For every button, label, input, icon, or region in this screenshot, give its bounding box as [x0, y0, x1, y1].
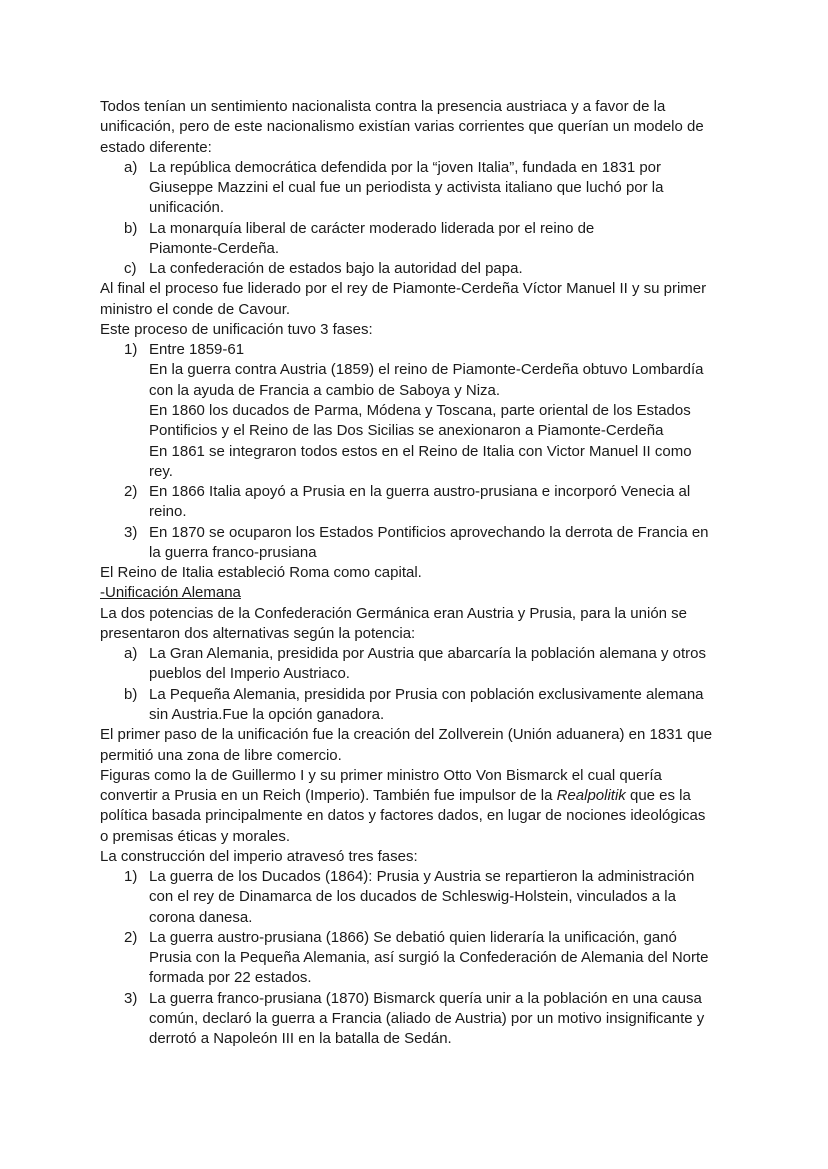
line-text: Este proceso de unificación tuvo 3 fases:: [100, 320, 373, 338]
line-text: Al final el proceso fue liderado por el rey de Piamonte-Cerdeña Víctor Manuel II y su primer: [100, 280, 707, 298]
section-heading: [100, 583, 740, 603]
line-text: presentaron dos alternativas según la potencia:: [100, 624, 416, 642]
text-line: [100, 847, 740, 867]
list-item-line: [100, 644, 740, 664]
list-item-line: [100, 482, 740, 502]
text-line: [100, 138, 740, 158]
text-line: [100, 1009, 740, 1029]
line-text: El Reino de Italia estableció Roma como capital.: [100, 564, 422, 582]
line-text: estado diferente:: [100, 138, 212, 156]
line-text: formada por 22 estados.: [149, 969, 312, 987]
line-text: El primer paso de la unificación fue la creación del Zollverein (Unión aduanera) en 1831 que: [100, 726, 713, 744]
text-line: [100, 948, 740, 968]
text-line: [100, 806, 740, 826]
line-text: Entre 1859-61: [149, 341, 245, 359]
text-line: [100, 198, 740, 218]
list-marker: a): [124, 645, 138, 663]
document-body: [100, 97, 740, 1049]
list-marker: c): [124, 260, 137, 278]
line-text: En 1860 los ducados de Parma, Módena y Toscana, parte oriental de los Estados: [149, 401, 691, 419]
text-line: [100, 887, 740, 907]
text-line: [100, 239, 740, 259]
line-text: En 1861 se integraron todos estos en el Reino de Italia con Victor Manuel II como: [149, 442, 692, 460]
line-text: Piamonte-Cerdeña.: [149, 239, 280, 257]
list-item-line: [100, 928, 740, 948]
text-line: [100, 421, 740, 441]
list-item-line: [100, 867, 740, 887]
list-marker: 1): [124, 341, 138, 359]
line-text: ministro el conde de Cavour.: [100, 300, 291, 318]
line-text: La guerra austro-prusiana (1866) Se debatió quien lideraría la unificación, ganó: [149, 928, 677, 946]
text-line: [100, 827, 740, 847]
list-item-line: [100, 158, 740, 178]
text-line: [100, 442, 740, 462]
list-item-line: [100, 219, 740, 239]
italic-term: Realpolitik: [556, 787, 626, 805]
text-line: [100, 97, 740, 117]
text-line: [100, 300, 740, 320]
line-text: Pontificios y el Reino de las Dos Sicilias se anexionaron a Piamonte-Cerdeña: [149, 422, 664, 440]
text-line: [100, 117, 740, 137]
line-text: derrotó a Napoleón III en la batalla de Sedán.: [149, 1030, 452, 1048]
text-line: [100, 381, 740, 401]
text-line: [100, 746, 740, 766]
line-text: pueblos del Imperio Austriaco.: [149, 665, 350, 683]
line-text: convertir a Prusia en un Reich (Imperio). También fue impulsor de la: [100, 787, 557, 805]
line-text: rey.: [149, 462, 173, 480]
list-item-line: [100, 259, 740, 279]
line-text: con la ayuda de Francia a cambio de Saboya y Niza.: [149, 381, 501, 399]
line-text: La dos potencias de la Confederación Germánica eran Austria y Prusia, para la unión se: [100, 604, 688, 622]
list-item-line: [100, 523, 740, 543]
line-text: La república democrática defendida por la “joven Italia”, fundada en 1831 por: [149, 158, 662, 176]
line-text: que es la: [625, 787, 691, 805]
text-line: [100, 604, 740, 624]
list-marker: 3): [124, 523, 138, 541]
list-marker: b): [124, 685, 138, 703]
text-line: [100, 360, 740, 380]
list-item-line: [100, 989, 740, 1009]
line-text: La Gran Alemania, presidida por Austria que abarcaría la población alemana y otros: [149, 645, 706, 663]
text-line: [100, 725, 740, 745]
line-text: reino.: [149, 503, 187, 521]
line-text: unificación, pero de este nacionalismo existían varias corrientes que querían un modelo de: [100, 118, 704, 136]
text-line: [100, 401, 740, 421]
line-text: unificación.: [149, 199, 225, 217]
line-text: política basada principalmente en datos y factores dados, en lugar de nociones ideológicas: [100, 807, 706, 825]
text-line: [100, 786, 740, 806]
text-line: [100, 766, 740, 786]
text-line: [100, 279, 740, 299]
text-line: [100, 502, 740, 522]
text-line: [100, 705, 740, 725]
list-item-line: [100, 685, 740, 705]
line-text: Giuseppe Mazzini el cual fue un periodista y activista italiano que luchó por la: [149, 179, 664, 197]
line-text: permitió una zona de libre comercio.: [100, 746, 342, 764]
text-line: [100, 968, 740, 988]
line-text: La Pequeña Alemania, presidida por Prusia con población exclusivamente alemana: [149, 685, 704, 703]
line-text: La guerra de los Ducados (1864): Prusia y Austria se repartieron la administración: [149, 868, 695, 886]
list-marker: b): [124, 219, 138, 237]
line-text: Figuras como la de Guillermo I y su primer ministro Otto Von Bismarck el cual quería: [100, 766, 662, 784]
line-text: En 1866 Italia apoyó a Prusia en la guerra austro-prusiana e incorporó Venecia al: [149, 483, 691, 501]
text-line: [100, 543, 740, 563]
text-line: [100, 178, 740, 198]
list-marker: a): [124, 158, 138, 176]
line-text: La construcción del imperio atravesó tres fases:: [100, 847, 418, 865]
list-marker: 2): [124, 483, 138, 501]
line-text: con el rey de Dinamarca de los ducados de Schleswig-Holstein, vinculados a la: [149, 888, 676, 906]
line-text: común, declaró la guerra a Francia (aliado de Austria) por un motivo insignificante y: [149, 1009, 705, 1027]
list-marker: 2): [124, 928, 138, 946]
line-text: la guerra franco-prusiana: [149, 543, 317, 561]
text-line: [100, 1029, 740, 1049]
line-text: corona danesa.: [149, 908, 253, 926]
line-text: En la guerra contra Austria (1859) el reino de Piamonte-Cerdeña obtuvo Lombardía: [149, 361, 704, 379]
line-text: Todos tenían un sentimiento nacionalista contra la presencia austriaca y a favor de la: [100, 98, 666, 115]
text-line: [100, 320, 740, 340]
text-line: [100, 563, 740, 583]
text-line: [100, 908, 740, 928]
line-text: La monarquía liberal de carácter moderado liderada por el reino de: [149, 219, 595, 237]
line-text: En 1870 se ocuparon los Estados Pontificios aprovechando la derrota de Francia en: [149, 523, 709, 541]
line-text: o premisas éticas y morales.: [100, 827, 291, 845]
line-text: sin Austria.Fue la opción ganadora.: [149, 705, 385, 723]
text-line: [100, 624, 740, 644]
line-text: Prusia con la Pequeña Alemania, así surgió la Confederación de Alemania del Norte: [149, 949, 709, 967]
line-text: -Unificación Alemana: [100, 584, 241, 602]
line-text: La guerra franco-prusiana (1870) Bismarck quería unir a la población en una causa: [149, 989, 702, 1007]
list-marker: 3): [124, 989, 138, 1007]
text-line: [100, 664, 740, 684]
line-text: La confederación de estados bajo la autoridad del papa.: [149, 260, 523, 278]
text-line: [100, 462, 740, 482]
list-item-line: [100, 340, 740, 360]
list-marker: 1): [124, 868, 138, 886]
